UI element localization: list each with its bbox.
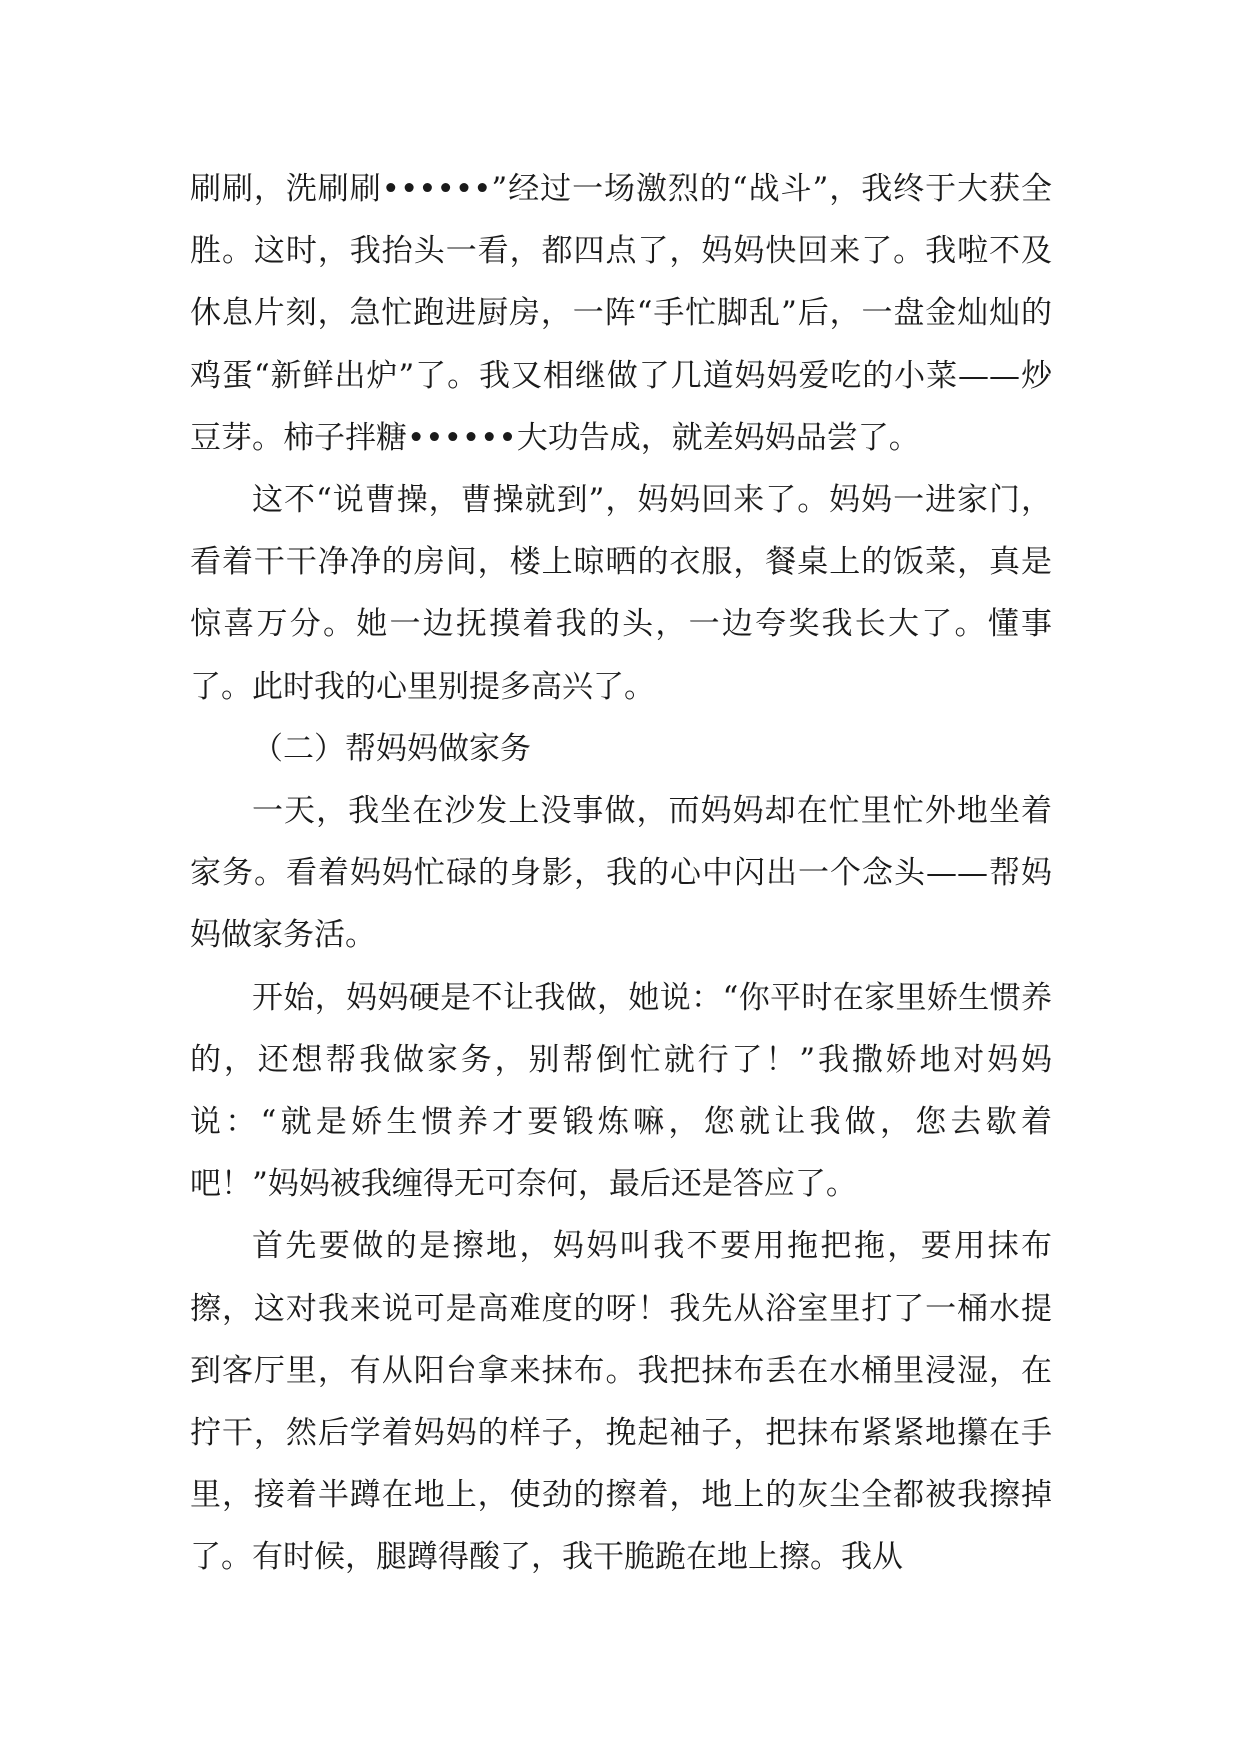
paragraph-continuation: 刷刷，洗刷刷••••••”经过一场激烈的“战斗”，我终于大获全胜。这时，我抬头一看，都四点了，妈妈快回来了。我啦不及休息片刻，急忙跑进厨房，一阵“手忙脚乱”后，一盘金灿灿的鸡蛋“新鲜出炉”了。我又相继做了几道妈妈爱吃的小菜——炒豆芽。柿子拌糖••••••大功告成，就差妈妈品尝了。 [190,171,1052,456]
document-body [190,158,1052,1589]
paragraph-dialogue: 开始，妈妈硬是不让我做，她说：“你平时在家里娇生惯养的，还想帮我做家务，别帮倒忙就行了！”我撒娇地对妈妈说：“就是娇生惯养才要锻炼嘛，您就让我做，您去歇着吧！”妈妈被我缠得无可奈何，最后还是答应了。 [190,979,1052,1203]
paragraph-mom-returns: 这不“说曹操，曹操就到”，妈妈回来了。妈妈一进家门，看着干干净净的房间，楼上晾晒的衣服，餐桌上的饭菜，真是惊喜万分。她一边抚摸着我的头，一边夸奖我长大了。懂事了。此时我的心里别提多高兴了。 [190,482,1052,705]
paragraph-mopping: 首先要做的是擦地，妈妈叫我不要用拖把拖，要用抹布擦，这对我来说可是高难度的呀！我先从浴室里打了一桶水提到客厅里，有从阳台拿来抹布。我把抹布丢在水桶里浸湿，在拧干，然后学着妈妈的样子，挽起袖子，把抹布紧紧地攥在手里，接着半蹲在地上，使劲的擦着，地上的灰尘全都被我擦掉了。有时候，腿蹲得酸了，我干脆跪在地上擦。我从 [190,1228,1052,1576]
section-heading: （二）帮妈妈做家务 [252,730,531,767]
paragraph-idea: 一天，我坐在沙发上没事做，而妈妈却在忙里忙外地坐着家务。看着妈妈忙碌的身影，我的心中闪出一个念头——帮妈妈做家务活。 [190,793,1052,954]
